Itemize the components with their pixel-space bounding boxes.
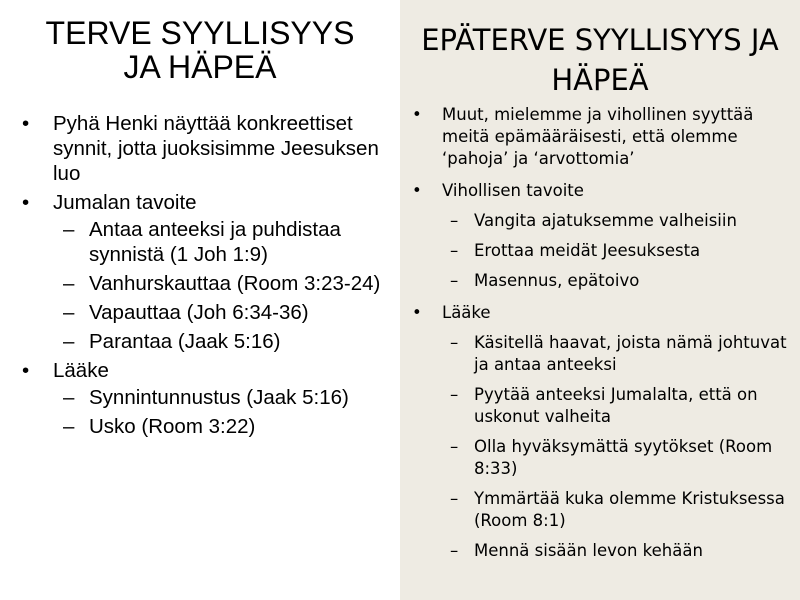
sub-item-text: Synnintunnustus (Jaak 5:16) (89, 386, 349, 409)
sub-item-text: Antaa anteeksi ja puhdistaa synnistä (1 Joh 1:9) (89, 218, 341, 266)
left-title (0, 0, 400, 84)
sub-list-item (53, 271, 390, 296)
dash-icon: – (450, 489, 459, 508)
sub-item-text: Mennä sisään levon kehään (474, 541, 703, 560)
list-item (400, 104, 795, 170)
sub-list-item (53, 300, 390, 325)
dash-icon: – (450, 211, 459, 230)
right-bullet-list (400, 104, 795, 572)
dash-icon: – (63, 218, 75, 241)
bullet-icon: • (412, 181, 422, 200)
sub-list-item (442, 332, 795, 376)
list-item-text: Lääke (442, 303, 491, 322)
list-item (0, 190, 390, 354)
right-title-line2: HÄPEÄ (551, 63, 649, 97)
sub-list-item (442, 210, 795, 232)
bullet-icon: • (22, 191, 30, 214)
sub-item-text: Parantaa (Jaak 5:16) (89, 330, 281, 353)
list-item-text: Jumalan tavoite (53, 191, 197, 214)
sub-list-item (442, 436, 795, 480)
list-item-text: Vihollisen tavoite (442, 181, 584, 200)
dash-icon: – (450, 437, 459, 456)
list-item-text: Pyhä Henki näyttää konkreettiset synnit, jotta juoksisimme Jeesuksen luo (53, 112, 379, 185)
sub-list (442, 210, 795, 292)
bullet-icon: • (22, 112, 30, 135)
sub-list-item (53, 414, 390, 439)
left-title-line1: TERVE SYYLLISYYS (45, 15, 355, 51)
left-bullet-list (0, 111, 390, 443)
list-item (0, 111, 390, 186)
dash-icon: – (63, 386, 75, 409)
dash-icon: – (450, 385, 459, 404)
right-title (400, 0, 800, 100)
list-item-text: Lääke (53, 359, 109, 382)
sub-item-text: Masennus, epätoivo (474, 271, 640, 290)
sub-list-item (442, 488, 795, 532)
dash-icon: – (450, 241, 459, 260)
sub-item-text: Erottaa meidät Jeesuksesta (474, 241, 701, 260)
sub-item-text: Vapauttaa (Joh 6:34-36) (89, 301, 309, 324)
sub-list-item (442, 240, 795, 262)
bullet-icon: • (412, 105, 422, 124)
dash-icon: – (450, 541, 459, 560)
dash-icon: – (450, 333, 459, 352)
dash-icon: – (450, 271, 459, 290)
sub-item-text: Usko (Room 3:22) (89, 415, 256, 438)
right-column (400, 0, 800, 600)
left-title-line2: JA HÄPEÄ (123, 49, 277, 85)
sub-item-text: Käsitellä haavat, joista nämä johtuvat ja antaa anteeksi (474, 333, 787, 374)
list-item (0, 358, 390, 439)
sub-item-text: Ymmärtää kuka olemme Kristuksessa (Room 8:1) (474, 489, 785, 530)
sub-list (53, 217, 390, 354)
dash-icon: – (63, 301, 75, 324)
dash-icon: – (63, 330, 75, 353)
sub-list-item (442, 540, 795, 562)
sub-item-text: Pyytää anteeksi Jumalalta, että on uskonut valheita (474, 385, 758, 426)
sub-list-item (442, 384, 795, 428)
sub-list (53, 385, 390, 439)
sub-list-item (53, 385, 390, 410)
list-item (400, 180, 795, 292)
list-item-text: Muut, mielemme ja vihollinen syyttää meitä epämääräisesti, että olemme ‘pahoja’ ja ‘arvottomia’ (442, 105, 754, 168)
sub-list (442, 332, 795, 562)
dash-icon: – (63, 272, 75, 295)
right-title-line1: EPÄTERVE SYYLLISYYS JA (421, 23, 779, 57)
sub-item-text: Vangita ajatuksemme valheisiin (474, 211, 737, 230)
sub-item-text: Olla hyväksymättä syytökset (Room 8:33) (474, 437, 773, 478)
bullet-icon: • (412, 303, 422, 322)
sub-item-text: Vanhurskauttaa (Room 3:23-24) (89, 272, 381, 295)
sub-list-item (53, 217, 390, 267)
sub-list-item (53, 329, 390, 354)
list-item (400, 302, 795, 562)
sub-list-item (442, 270, 795, 292)
bullet-icon: • (22, 359, 30, 382)
dash-icon: – (63, 415, 75, 438)
